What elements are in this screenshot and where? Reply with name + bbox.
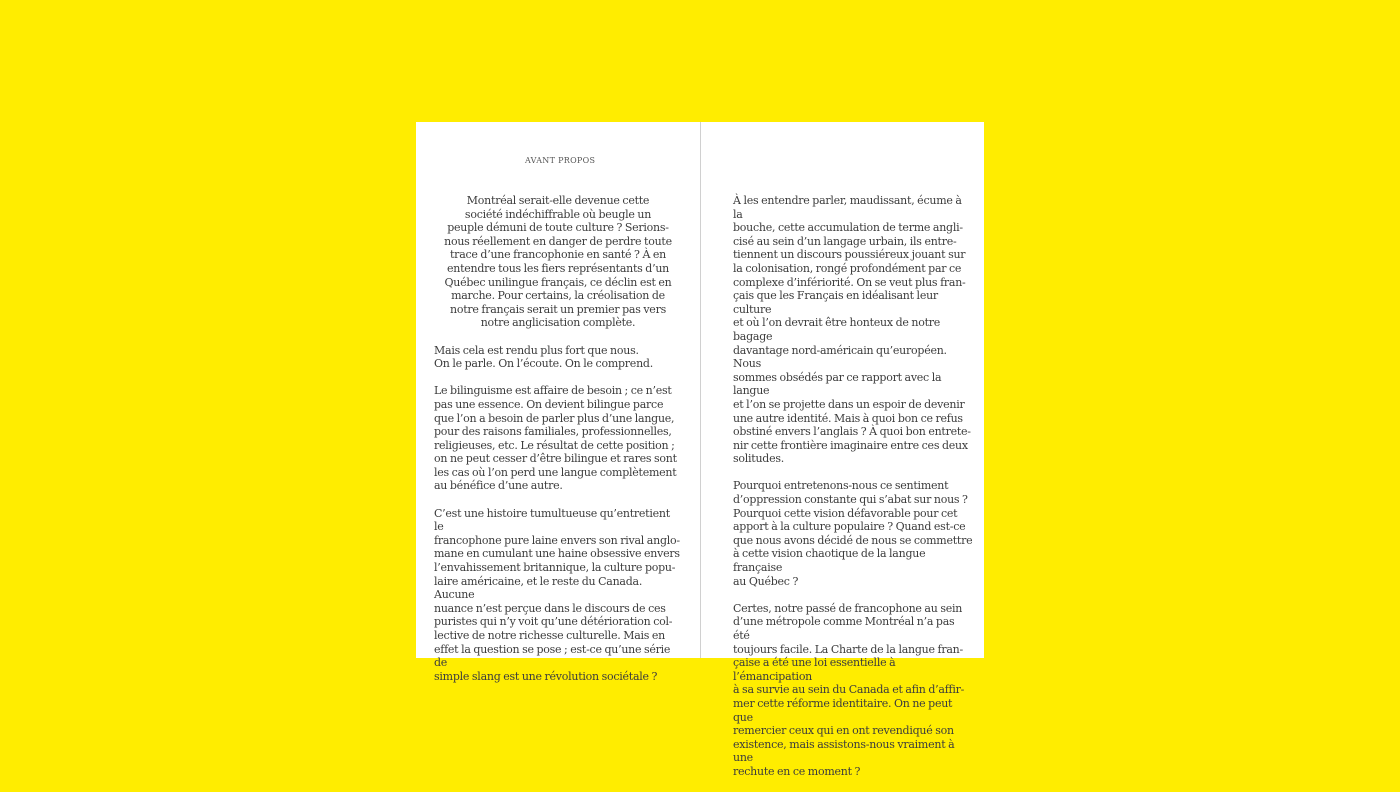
- paragraph-2: Mais cela est rendu plus fort que nous. On le parle. On l’écoute. On le comprend.: [434, 343, 653, 371]
- paragraph-3: Le bilinguisme est affaire de besoin ; ce n’est pas une essence. On devient bilingue parce que l’on a besoin de parler plus d’une langue, pour des raisons familiales, professionnelles, religieuses, etc. Le résultat de cette position ; on ne peut cesser d’être bilingue et rares sont les cas où l’on perd une langue complètement au bénéfice d’une autre.: [434, 384, 677, 493]
- paragraph-4: C’est une histoire tumultueuse qu’entretient le francophone pure laine envers son rival anglo- mane en cumulant une haine obsessive envers l’envahissement britannique, la culture popu- laire américaine, et le reste du Canada. Aucune nuance n’est perçue dans le discours de ces puristes qui n’y voit qu’une détérioration col- lective de notre richesse culturelle. Mais en effet la question se pose ; est-ce qu’une série de simple slang est une révolution sociétale ?: [434, 506, 680, 683]
- right-page-text: [733, 194, 973, 792]
- left-page-text: [434, 194, 682, 697]
- paragraph-6: Pourquoi entretenons-nous ce sentiment d’oppression constante qui s’abat sur nous ? Pourquoi cette vision défavorable pour cet apport à la culture populaire ? Quand est-ce que nous avons décidé de nous se commettre à cette vision chaotique de la langue française au Québec ?: [733, 479, 973, 588]
- book-spread: [416, 122, 984, 778]
- paragraph-5: À les entendre parler, maudissant, écume à la bouche, cette accumulation de terme angli- cisé au sein d’un langage urbain, ils entre- tiennent un discours poussiéreux jouant sur la colonisation, rongé profondément par ce complexe d’infériorité. On se veut plus fran- çais que les Français en idéalisant leur culture et où l’on devrait être honteux de notre bagage davantage nord-américain qu’européen. Nous sommes obsédés par ce rapport avec la langue et l’on se projette dans un espoir de devenir une autre identité. Mais à quoi bon ce refus obstiné envers l’anglais ? À quoi bon entrete- nir cette frontière imaginaire entre ces deux solitudes.: [733, 194, 971, 466]
- right-page: [701, 122, 985, 778]
- running-head: AVANT PROPOS: [525, 156, 596, 165]
- paragraph-1: Montréal serait-elle devenue cette société indéchiffrable où beugle un peuple démuni de toute culture ? Serions- nous réellement en danger de perdre toute trace d’une francophonie en santé ? À en entendre tous les fiers représentants d’un Québec unilingue français, ce déclin est en marche. Pour certains, la créolisation de notre français serait un premier pas vers notre anglicisation complète.: [444, 194, 672, 330]
- left-page: [416, 122, 700, 683]
- paragraph-7: Certes, notre passé de francophone au sein d’une métropole comme Montréal n’a pas été toujours facile. La Charte de la langue fran- çaise a été une loi essentielle à l’émancipation à sa survie au sein du Canada et afin d’affir- mer cette réforme identitaire. On ne peut que remercier ceux qui en ont revendiqué son existence, mais assistons-nous vraiment à une rechute en ce moment ?: [733, 601, 965, 778]
